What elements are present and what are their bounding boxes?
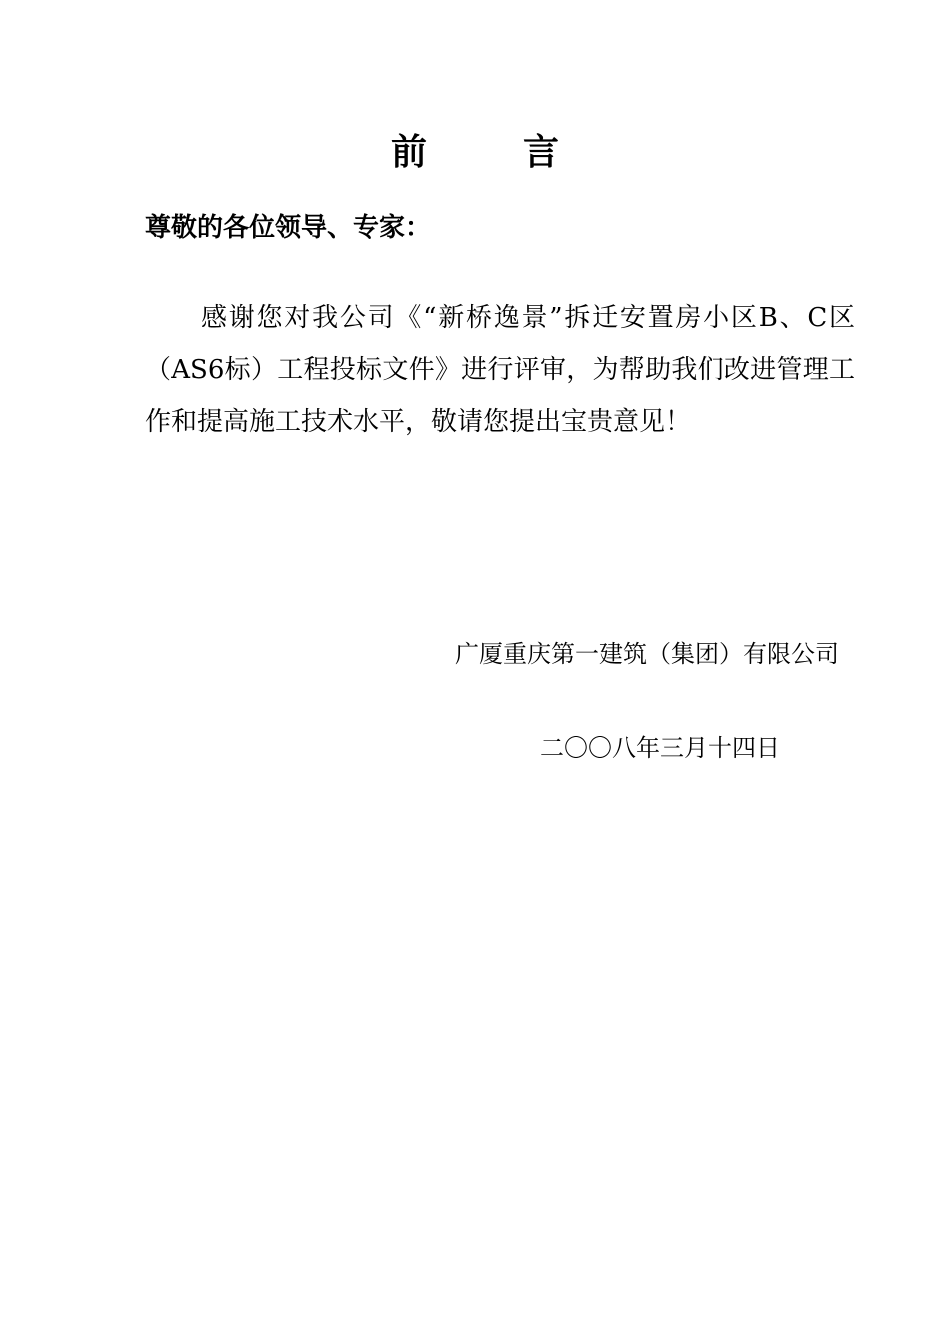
title-char-2: 言	[523, 131, 560, 173]
company-signature: 广厦重庆第一建筑（集团）有限公司	[455, 640, 839, 668]
body-paragraph: 感谢您对我公司《“新桥逸景”拆迁安置房小区B、C区（AS6标）工程投标文件》进行评审，为帮助我们改进管理工作和提高施工技术水平，敬请您提出宝贵意见！	[145, 303, 855, 437]
salutation: 尊敬的各位领导、专家：	[145, 213, 432, 243]
page-title	[0, 128, 950, 176]
signature-date: 二〇〇八年三月十四日	[540, 734, 780, 762]
title-char-1: 前	[390, 131, 427, 173]
